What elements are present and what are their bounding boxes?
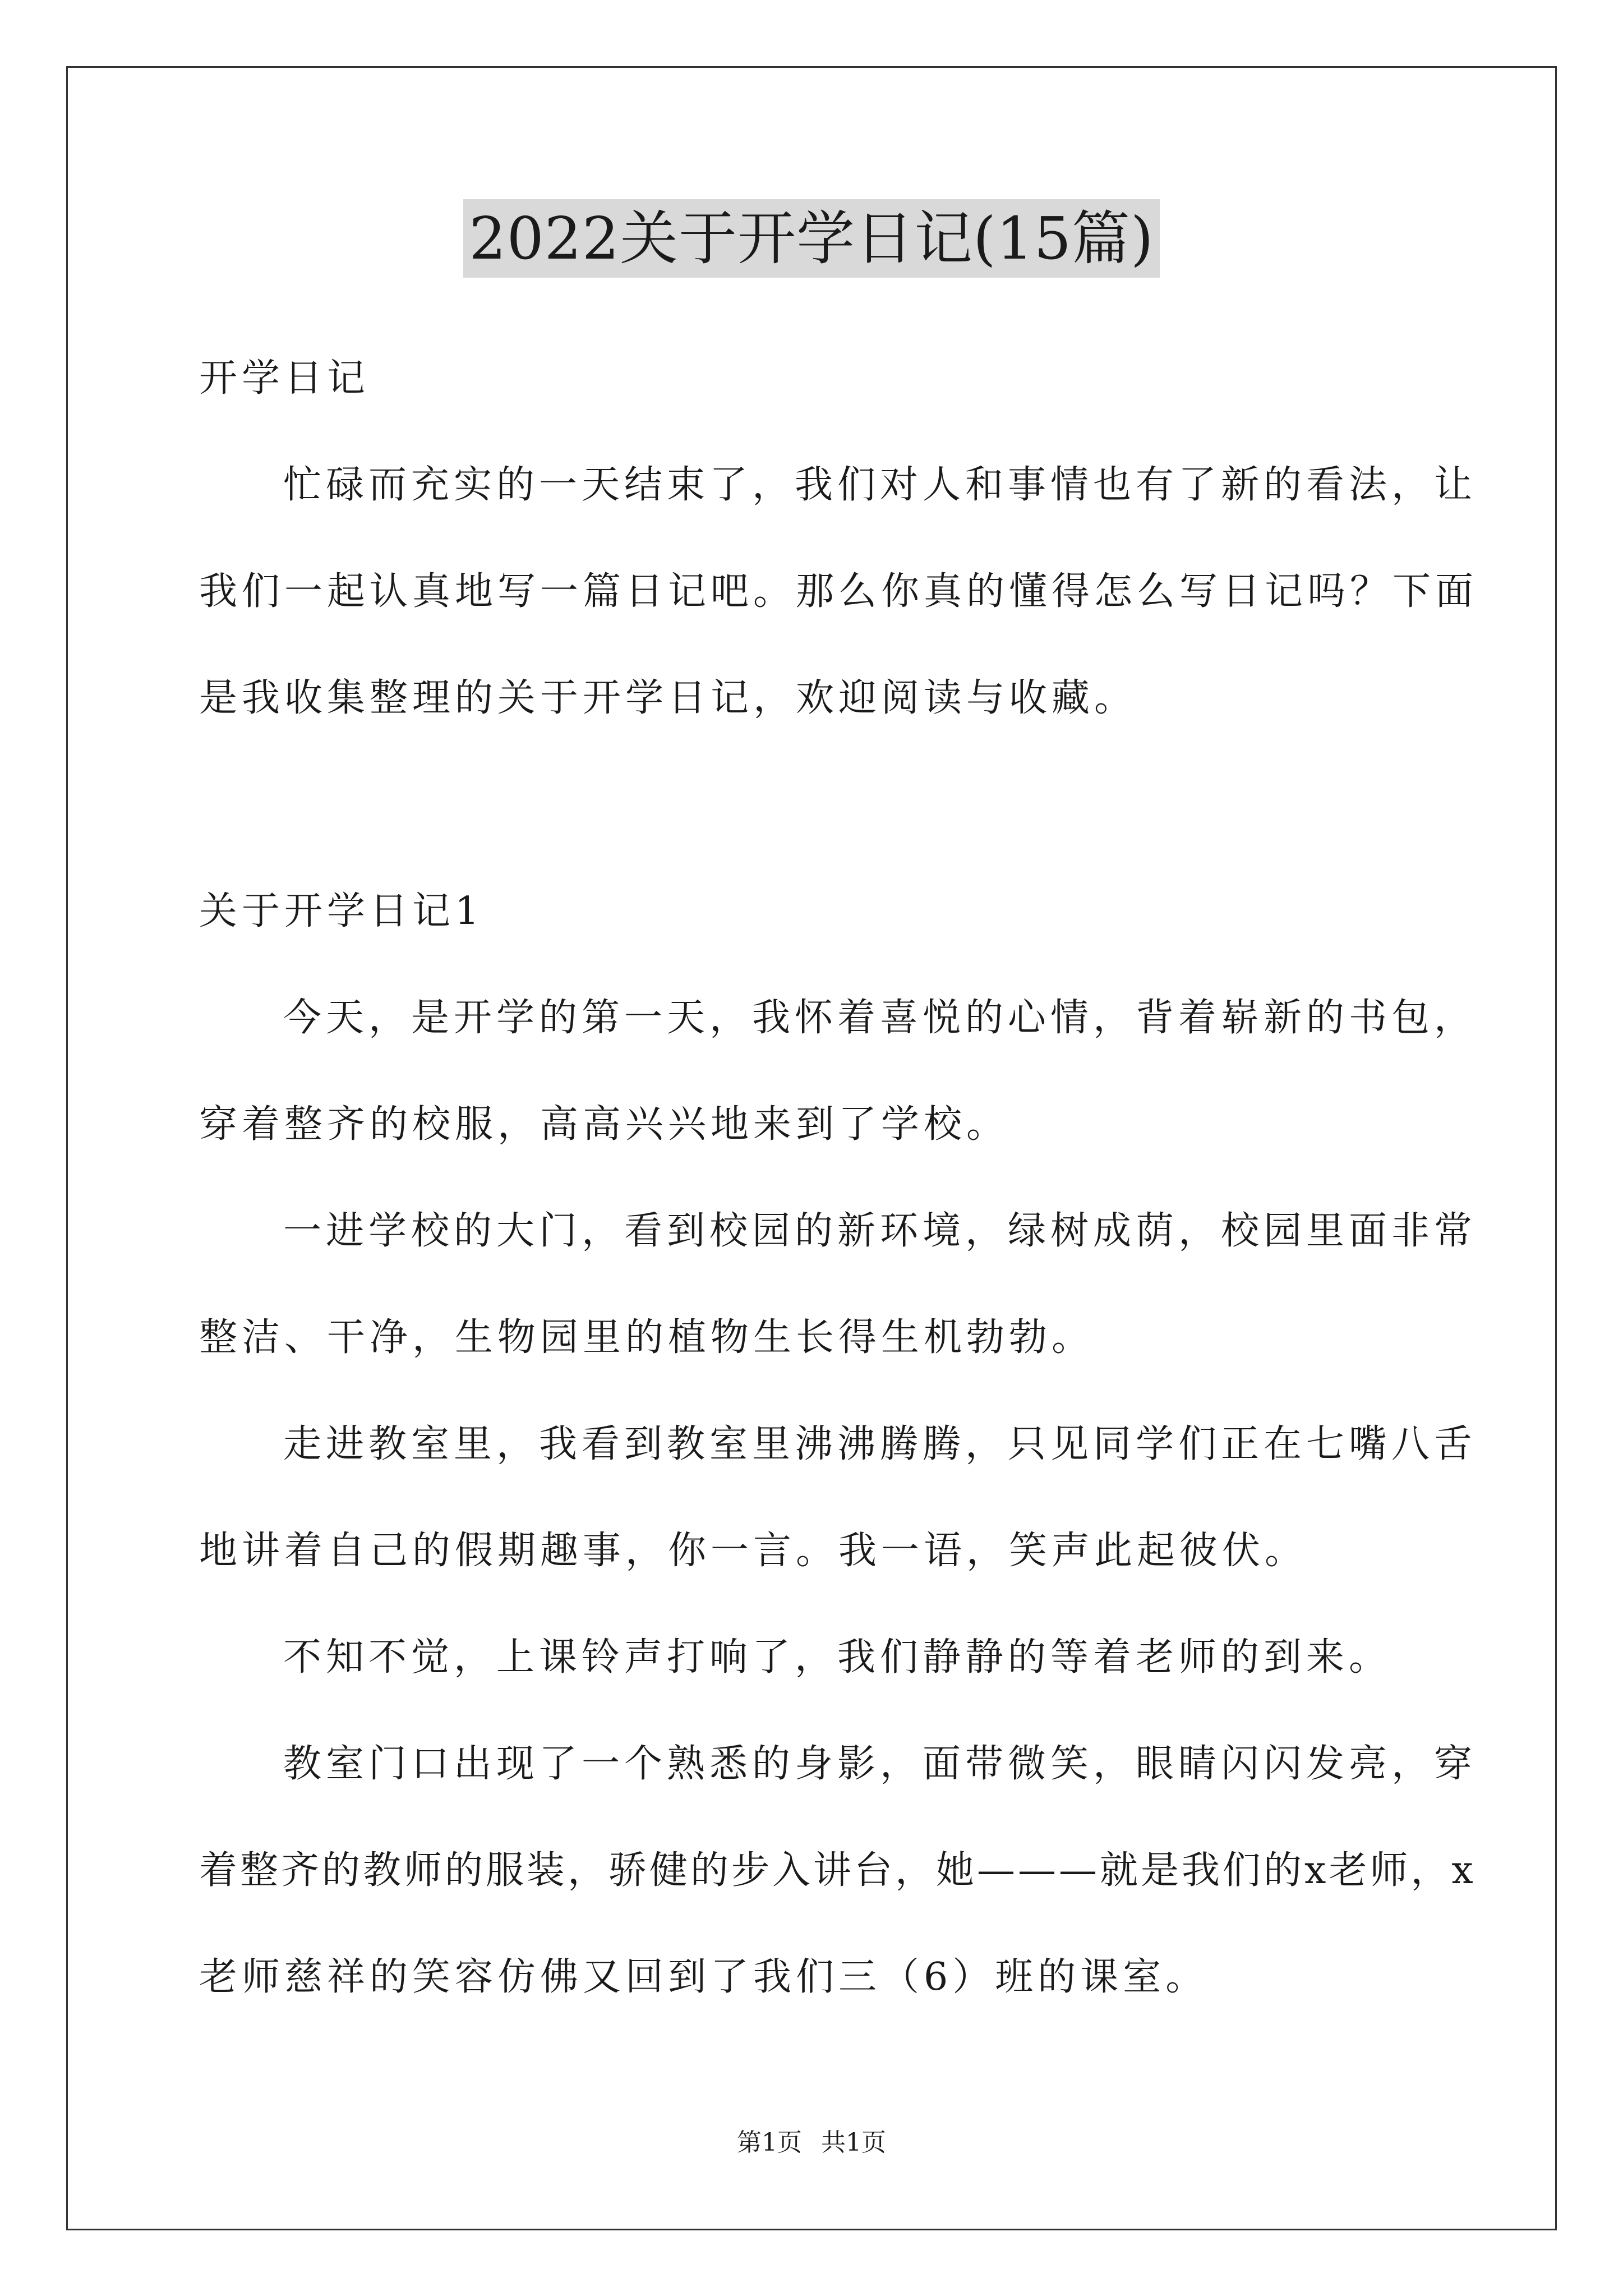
paragraph-line: 老师慈祥的笑容仿佛又回到了我们三（6）班的课室。 [199,1955,1209,1999]
paragraph-line: 一进学校的大门，看到校园的新环境，绿树成荫，校园里面非常 [283,1209,1477,1253]
paragraph-line: 整洁、干净，生物园里的植物生长得生机勃勃。 [199,1315,1095,1360]
paragraph-line: 不知不觉，上课铃声打响了，我们静静的等着老师的到来。 [283,1635,1392,1680]
paragraph-line: 是我收集整理的关于开学日记，欢迎阅读与收藏。 [199,676,1137,720]
paragraph-line: 着整齐的教师的服装，骄健的步入讲台，她———就是我们的x老师，x [199,1848,1476,1893]
page-footer [0,2126,1623,2160]
section-heading: 关于开学日记1 [199,889,484,933]
page-total: 共1页 [821,2128,886,2157]
paragraph-line: 我们一起认真地写一篇日记吧。那么你真的懂得怎么写日记吗？下面 [199,569,1478,614]
document-title: 2022关于开学日记(15篇) [463,199,1159,278]
paragraph-line: 今天，是开学的第一天，我怀着喜悦的心情，背着崭新的书包， [283,996,1477,1040]
title-container [0,199,1623,278]
paragraph-line: 穿着整齐的校服，高高兴兴地来到了学校。 [199,1102,1009,1147]
paragraph-line: 地讲着自己的假期趣事，你一言。我一语，笑声此起彼伏。 [199,1529,1308,1573]
page-number: 第1页 [737,2128,802,2157]
paragraph-line: 忙碌而充实的一天结束了，我们对人和事情也有了新的看法，让 [283,463,1477,507]
paragraph-line: 走进教室里，我看到教室里沸沸腾腾，只见同学们正在七嘴八舌 [283,1422,1477,1466]
paragraph-line: 教室门口出现了一个熟悉的身影，面带微笑，眼睛闪闪发亮，穿 [283,1742,1477,1786]
section-heading: 开学日记 [199,356,370,401]
